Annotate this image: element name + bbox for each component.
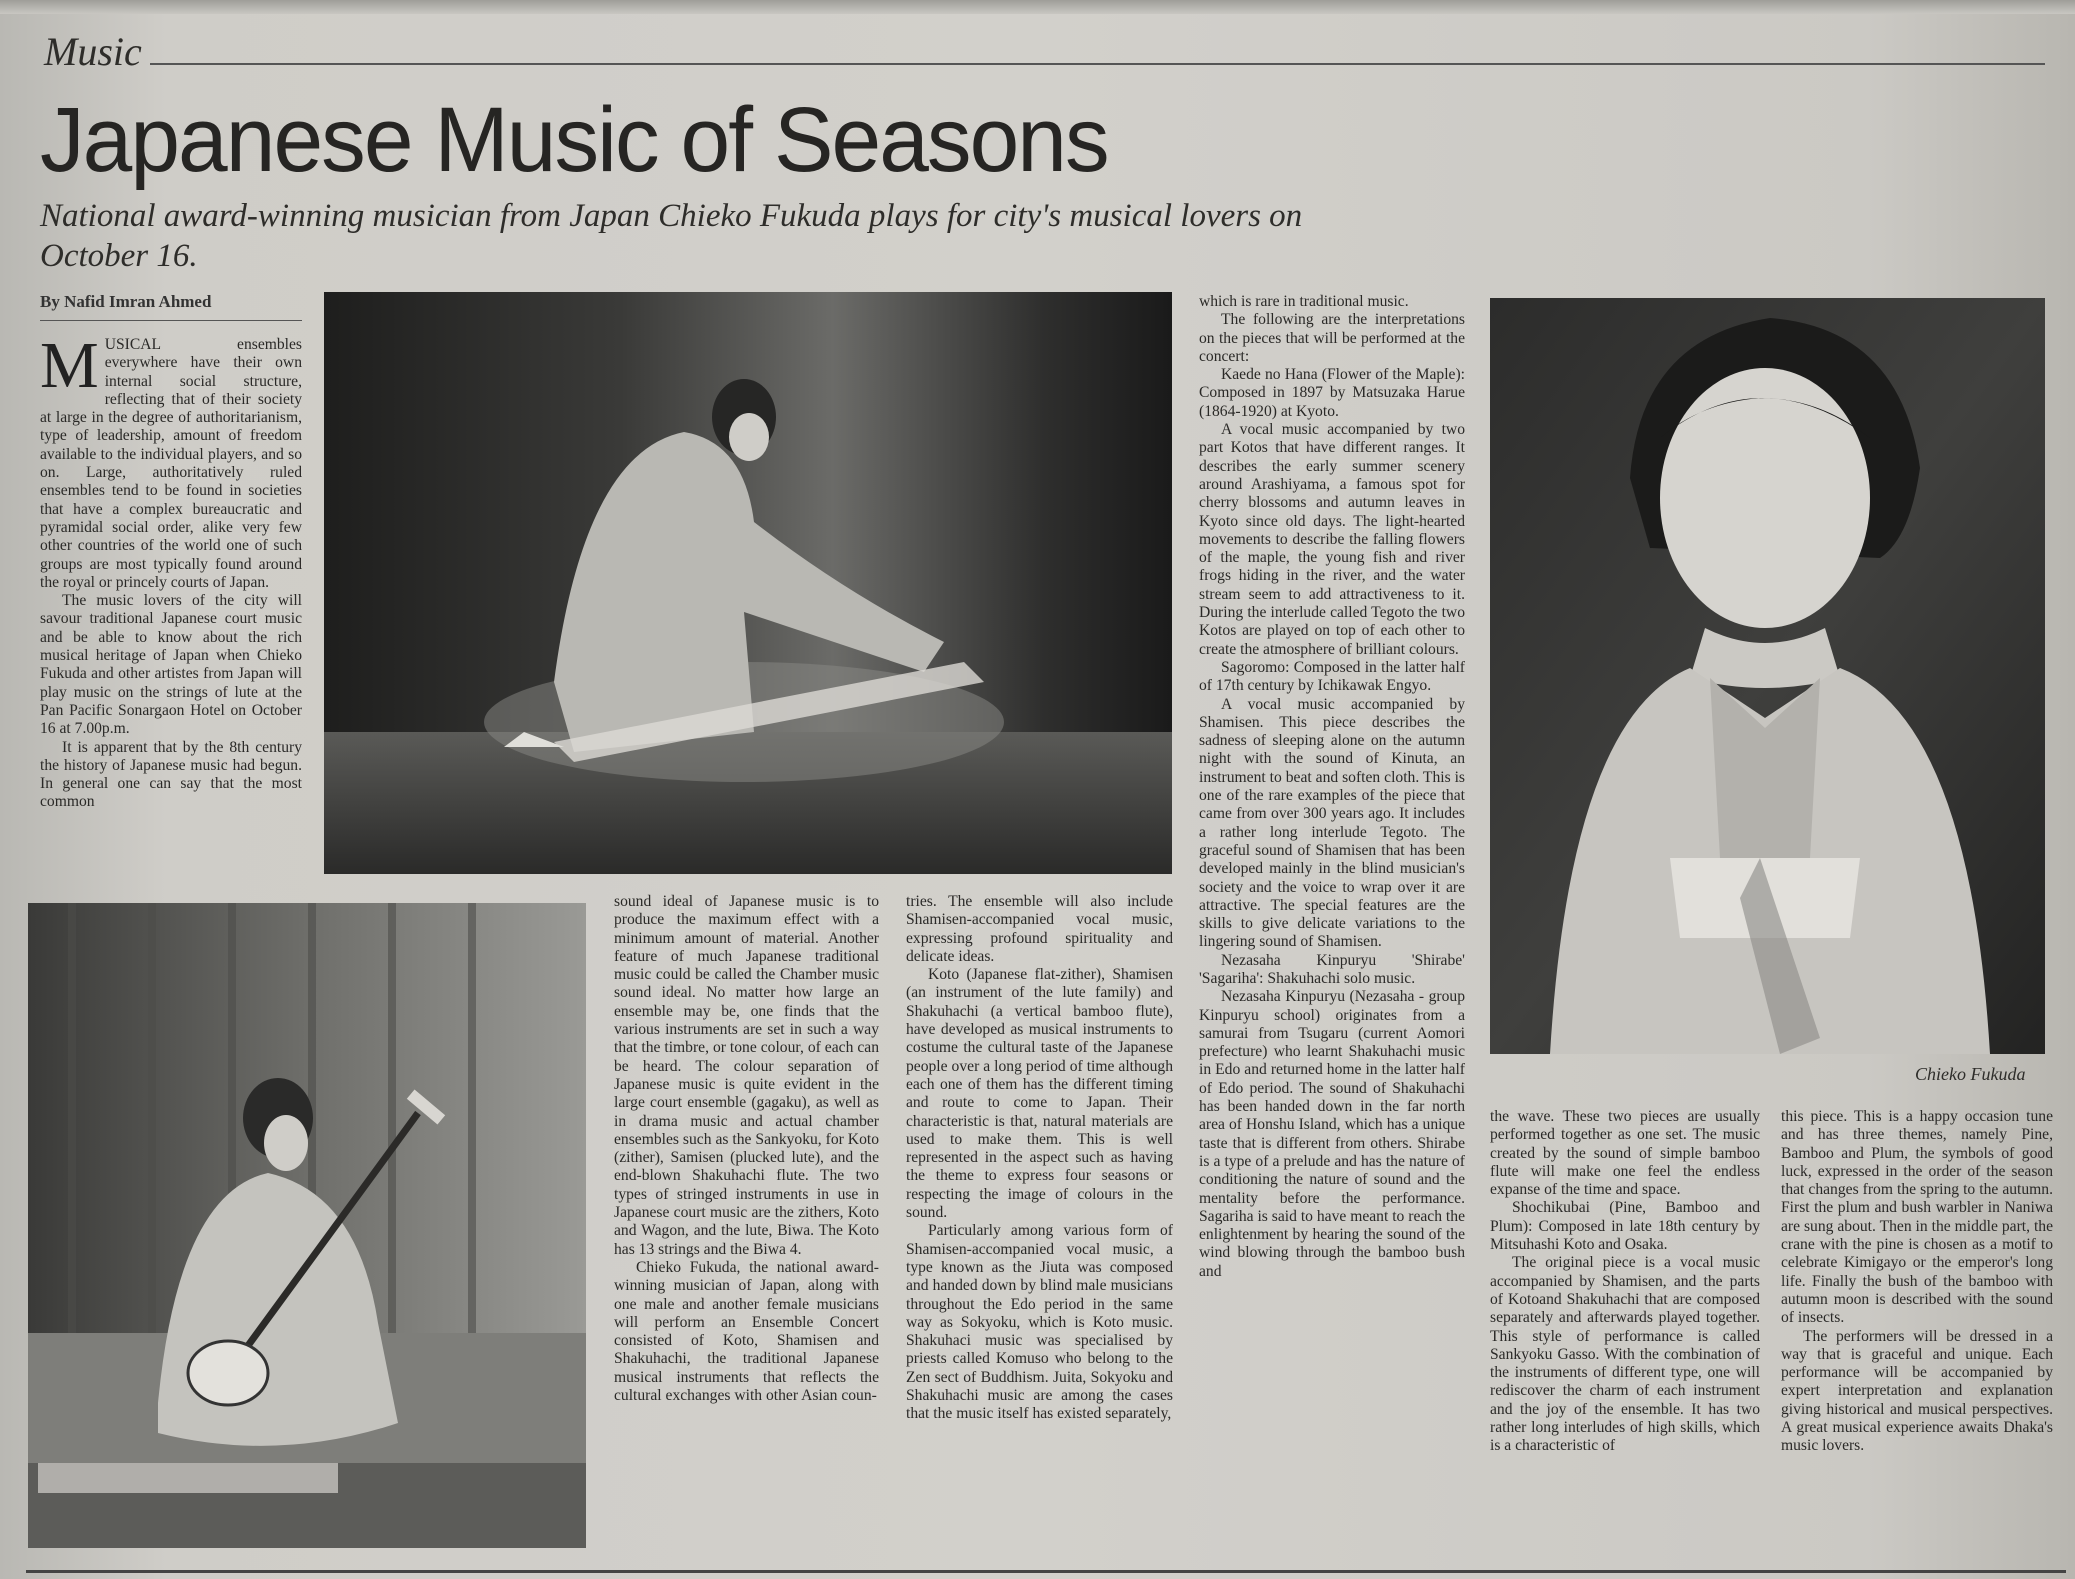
paragraph: Particularly among various form of Shamisen-accompanied vocal music, a type known as the Jiuta was composed and handed down by blind male musicians throughout the Edo period in the same way as Sokyoku, which is Koto music. Shakuhaci music was specialised by priests called Komuso who belong to the Zen sect of Buddhism. Juita, Sokyoku and Shakuhachi music are among the cases that the music itself has existed separately, [906,1222,1173,1423]
paragraph: USICAL ensembles everywhere have their own internal social structure, reflecting that of their society at large in the degree of authoritarianism, type of leadership, amount of freedom available to the individual players, and so on. Large, authoritatively ruled ensembles tend to be found in societies that have a complex bureaucratic and pyramidal social order, alike very few other countries of the world one of such groups are most typically found around the royal or princely courts of Japan. [40,336,302,591]
paragraph: Koto (Japanese flat-zither), Shamisen (an instrument of the lute family) and Shakuhachi (a vertical bamboo flute), have developed as musical instruments to costume the cultural taste of the Japanese people over a long period of time although each one of them has the different timing and route to come to Japan. Their characteristic is that, natural materials are used to make them. This is well represented in the aspect such as having the theme to express four seasons or respecting the image of colours in the sound. [906,966,1173,1222]
column-4 [1199,293,1465,1558]
bottom-rule [26,1570,2066,1573]
paragraph: A vocal music accompanied by Shamisen. This piece describes the sadness of sleeping alone on the autumn night with the sound of Kinuta, an instrument to beat and soften cloth. This is one of the rare examples of the piece that came from over 300 years ago. It includes a rather long interlude Tegoto. The graceful sound of Shamisen that has been developed mainly in the blind musician's society and the voice to wrap over it are attractive. The special features are the skills to give delicate variations to the lingering sound of Shamisen. [1199,695,1465,951]
paragraph: The music lovers of the city will savour traditional Japanese court music and be able to know about the rich musical heritage of Japan when Chieko Fukuda and other artistes from Japan will play music on the strings of lute at the Pan Pacific Sonargaon Hotel on October 16 at 7.00p.m. [40,592,302,738]
column-3 [906,893,1173,1549]
deck-subtitle: National award-winning musician from Japan Chieko Fukuda plays for city's musical lovers on October 16. [40,198,1303,274]
photo-caption: Chieko Fukuda [1915,1064,2026,1084]
byline-rule [40,320,302,321]
paragraph: this piece. This is a happy occasion tune and has three themes, namely Pine, Bamboo and Plum, the symbols of good luck, expressed in the order of the season that changes from the spring to the autumn. First the plum and bush warbler in Naniwa are sung about. Then in the middle part, the crane with the pine is chosen as a motif to celebrate Kimigayo or the emperor's long life. Finally the bush of the bamboo with autumn moon is described with the sound of insects. [1781,1108,2053,1327]
paragraph: Sagoromo: Composed in the latter half of 17th century by Ichikawak Engyo. [1199,658,1465,695]
section-label: Music [44,29,142,74]
column-2 [614,893,879,1549]
paragraph: Kaede no Hana (Flower of the Maple): Composed in 1897 by Matsuzaka Harue (1864-1920) at Kyoto. [1199,366,1465,420]
paragraph: tries. The ensemble will also include Shamisen-accompanied vocal music, expressing profound spirituality and delicate ideas. [906,893,1173,965]
column-6 [1781,1108,2053,1558]
photo-koto-performer [324,292,1172,874]
headline: Japanese Music of Seasons [40,89,1108,191]
paragraph: The following are the interpretations on the pieces that will be performed at the concert: [1199,311,1465,365]
top-edge-shadow [0,0,2075,14]
section-rule [150,63,2045,65]
photo-chieko-fukuda-portrait [1490,298,2045,1054]
paragraph: It is apparent that by the 8th century the history of Japanese music had begun. In general one can say that the most common [40,738,302,811]
paragraph: Chieko Fukuda, the national award-winning musician of Japan, along with one male and another female musicians will perform an Ensemble Concert consisted of Koto, Shamisen and Shakuhachi, the traditional Japanese musical instruments that reflects the cultural exchanges with other Asian coun- [614,1258,879,1405]
paragraph: Nezasaha Kinpuryu (Nezasaha - group Kinpuryu school) originates from a samurai from Tsugaru (current Aomori prefecture) who learnt Shakuhachi music in Edo and returned home in the latter half of Edo period. The sound of Shakuhachi has been handed down in the far north area of Honshu Island, which has a unique taste that is different from others. Shirabe is a type of a prelude and has the nature of conditioning the nature of sound and the mentality before the performance. Sagariha is said to have meant to reach the enlightenment by hearing the sound of the wind blowing through the bamboo bush and [1199,988,1465,1280]
paragraph: which is rare in traditional music. [1199,293,1409,310]
paragraph: Nezasaha Kinpuryu 'Shirabe' 'Sagariha': Shakuhachi solo music. [1199,951,1465,987]
byline: By Nafid Imran Ahmed [40,292,212,311]
column-5 [1490,1108,1760,1558]
drop-cap: M [40,336,99,402]
paragraph: A vocal music accompanied by two part Kotos that have different ranges. It describes the early summer scenery around Arashiyama, a famous spot for cherry blossoms and autumn leaves in Kyoto since old days. The light-hearted movements to describe the falling flowers of the maple, the young fish and river frogs hiding in the river, and the water stream seem to add attractiveness to it. During the interlude called Tegoto the two Kotos are played on top of each other to create the atmosphere of brilliant colours. [1199,421,1465,658]
paragraph: The performers will be dressed in a way that is graceful and unique. Each performance will be accompanied by expert interpretation and explanation giving historical and musical perspectives. A great musical experience awaits Dhaka's music lovers. [1781,1327,2053,1455]
paragraph: The original piece is a vocal music accompanied by Shamisen, and the parts of Kotoand Shakuhachi that are composed separately and afterwards played together. This style of performance is called Sankyoku Gasso. With the combination of the instruments of different type, one will rediscover the charm of each instrument and the joy of the ensemble. It has two rather long interludes of high skills, which is a characteristic of [1490,1254,1760,1455]
photo-shamisen-performer [28,903,586,1548]
paragraph: the wave. These two pieces are usually performed together as one set. The music created by the sound of simple bamboo flute will make one feel the endless expanse of the time and space. [1490,1108,1760,1199]
column-1 [40,336,302,891]
paragraph: sound ideal of Japanese music is to produce the maximum effect with a minimum amount of material. Another feature of much Japanese traditional music could be called the Chamber music sound ideal. No matter how large an ensemble may be, one finds that the various instruments are set in such a way that the timbre, or tone colour, of each can be heard. The colour separation of Japanese music is quite evident in the large court ensemble (gagaku), as well as in drama music and actual chamber ensembles such as the Sankyoku, for Koto (zither), Samisen (plucked lute), and the end-blown Shakuhachi flute. The two types of stringed instruments in use in Japanese court music are the zithers, Koto and Wagon, and the lute, Biwa. The Koto has 13 strings and the Biwa 4. [614,893,879,1258]
paragraph: Shochikubai (Pine, Bamboo and Plum): Composed in late 18th century by Mitsuhashi Koto and Osaka. [1490,1199,1760,1254]
